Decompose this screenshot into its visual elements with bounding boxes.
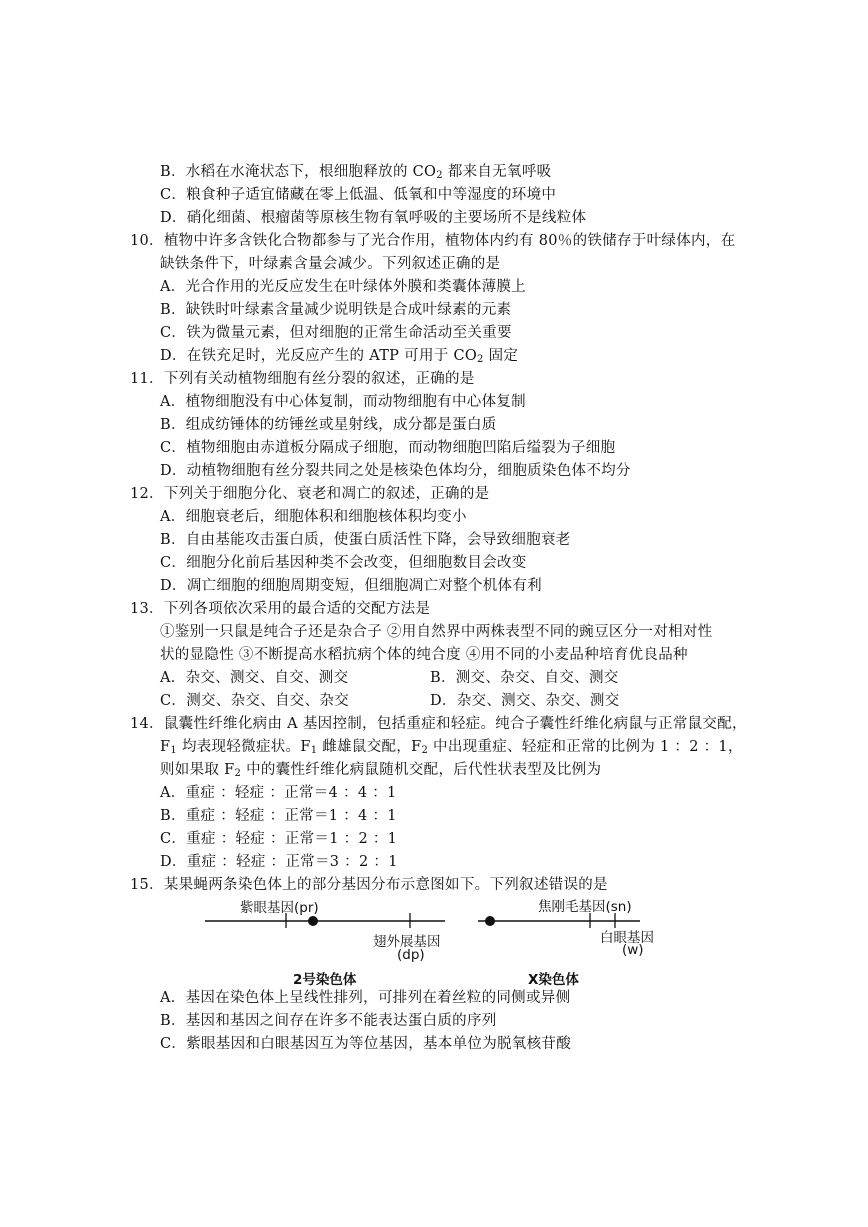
q10-option-a: A．光合作用的光反应发生在叶绿体外膜和类囊体薄膜上 (160, 279, 526, 295)
sn-gene-label: 焦刚毛基因(sn) (538, 899, 632, 915)
w-gene-abbr: (w) (622, 942, 644, 958)
q10-option-d: D．在铁充足时，光反应产生的 ATP 可用于 $CO_2$ 固定 (160, 348, 519, 365)
q12-option-c: C．细胞分化前后基因种类不会改变，但细胞数目会改变 (160, 555, 527, 571)
q14-option-d: D．重症 ：轻症 ：正常＝3 ：2 ：1 (160, 854, 398, 870)
q14-stem-line2: $F_1$ 均表现轻微症状。$F_1$ 雌雄鼠交配，$F_2$ 中出现重症、轻症和正常的比例为 1 ：2 ：1， (160, 739, 743, 756)
chromosome-2-centromere (308, 916, 318, 926)
q10-stem-line1: 10．植物中许多含铁化合物都参与了光合作用，植物体内约有 80％的铁储存于叶绿体内，在 (130, 233, 736, 249)
q9-option-b: B．水稻在水淹状态下，根细胞释放的 $CO_2$ 都来自无氧呼吸 (160, 164, 552, 181)
q10-option-c: C．铁为微量元素，但对细胞的正常生命活动至关重要 (160, 325, 512, 341)
q13-option-d: D．杂交、测交、杂交、测交 (430, 693, 620, 709)
q14-stem-line3: 则如果取 $F_2$ 中的囊性纤维化病鼠随机交配，后代性状表型及比例为 (160, 762, 602, 779)
q11-option-d: D．动植物细胞有丝分裂共同之处是核染色体均分，细胞质染色体不均分 (160, 463, 631, 479)
q13-items-line1: ①鉴别一只鼠是纯合子还是杂合子 ②用自然界中两株表型不同的豌豆区分一对相对性 (160, 624, 713, 640)
q13-stem: 13．下列各项依次采用的最合适的交配方法是 (130, 601, 431, 617)
q15-option-a: A．基因在染色体上呈线性排列，可排列在着丝粒的同侧或异侧 (160, 990, 571, 1006)
q15-option-b: B．基因和基因之间存在许多不能表达蛋白质的序列 (160, 1013, 497, 1029)
q11-stem: 11．下列有关动植物细胞有丝分裂的叙述，正确的是 (130, 371, 475, 387)
q14-stem-line1: 14．鼠囊性纤维化病由 A 基因控制，包括重症和轻症。纯合子囊性纤维化病鼠与正常鼠交配， (130, 716, 747, 732)
q14-option-c: C．重症 ：轻症 ：正常＝1 ：2 ：1 (160, 831, 398, 847)
q12-stem: 12．下列关于细胞分化、衰老和凋亡的叙述，正确的是 (130, 486, 490, 502)
q12-option-d: D．凋亡细胞的细胞周期变短，但细胞凋亡对整个机体有利 (160, 578, 542, 594)
q12-option-b: B．自由基能攻击蛋白质，使蛋白质活性下降，会导致细胞衰老 (160, 532, 571, 548)
q14-option-a: A．重症 ：轻症 ：正常＝4 ：4 ：1 (160, 785, 397, 801)
q11-option-a: A．植物细胞没有中心体复制，而动物细胞有中心体复制 (160, 394, 526, 410)
q14-option-b: B．重症 ：轻症 ：正常＝1 ：4 ：1 (160, 808, 397, 824)
q9-option-d: D．硝化细菌、根瘤菌等原核生物有氧呼吸的主要场所不是线粒体 (160, 210, 587, 226)
q13-items-line2: 状的显隐性 ③不断提高水稻抗病个体的纯合度 ④用不同的小麦品种培育优良品种 (160, 647, 688, 663)
q13-option-a: A．杂交、测交、自交、测交 (160, 670, 349, 686)
chromosome-x-caption: X染色体 (528, 972, 579, 988)
chromosome-2-caption: 2号染色体 (293, 972, 357, 988)
q11-option-c: C．植物细胞由赤道板分隔成子细胞，而动物细胞凹陷后缢裂为子细胞 (160, 440, 616, 456)
q10-stem-line2: 缺铁条件下，叶绿素含量会减少。下列叙述正确的是 (160, 256, 501, 272)
q13-option-c: C．测交、杂交、自交、杂交 (160, 693, 349, 709)
dp-gene-label: 翅外展基因 (373, 934, 441, 950)
q15-option-c: C．紫眼基因和白眼基因互为等位基因，基本单位为脱氧核苷酸 (160, 1036, 571, 1052)
q15-stem: 15．某果蝇两条染色体上的部分基因分布示意图如下。下列叙述错误的是 (130, 877, 608, 893)
dp-gene-abbr: (dp) (397, 947, 425, 963)
q9-option-c: C．粮食种子适宜储藏在零上低温、低氧和中等湿度的环境中 (160, 187, 557, 203)
q10-option-b: B．缺铁时叶绿素含量减少说明铁是合成叶绿素的元素 (160, 302, 512, 318)
w-gene-label: 白眼基因 (600, 930, 654, 946)
q13-option-b: B．测交、杂交、自交、测交 (430, 670, 619, 686)
pr-gene-label: 紫眼基因(pr) (240, 900, 319, 916)
q12-option-a: A．细胞衰老后，细胞体积和细胞核体积均变小 (160, 509, 467, 525)
q11-option-b: B．组成纺锤体的纺锤丝或星射线，成分都是蛋白质 (160, 417, 497, 433)
chromosome-x-centromere (485, 916, 495, 926)
